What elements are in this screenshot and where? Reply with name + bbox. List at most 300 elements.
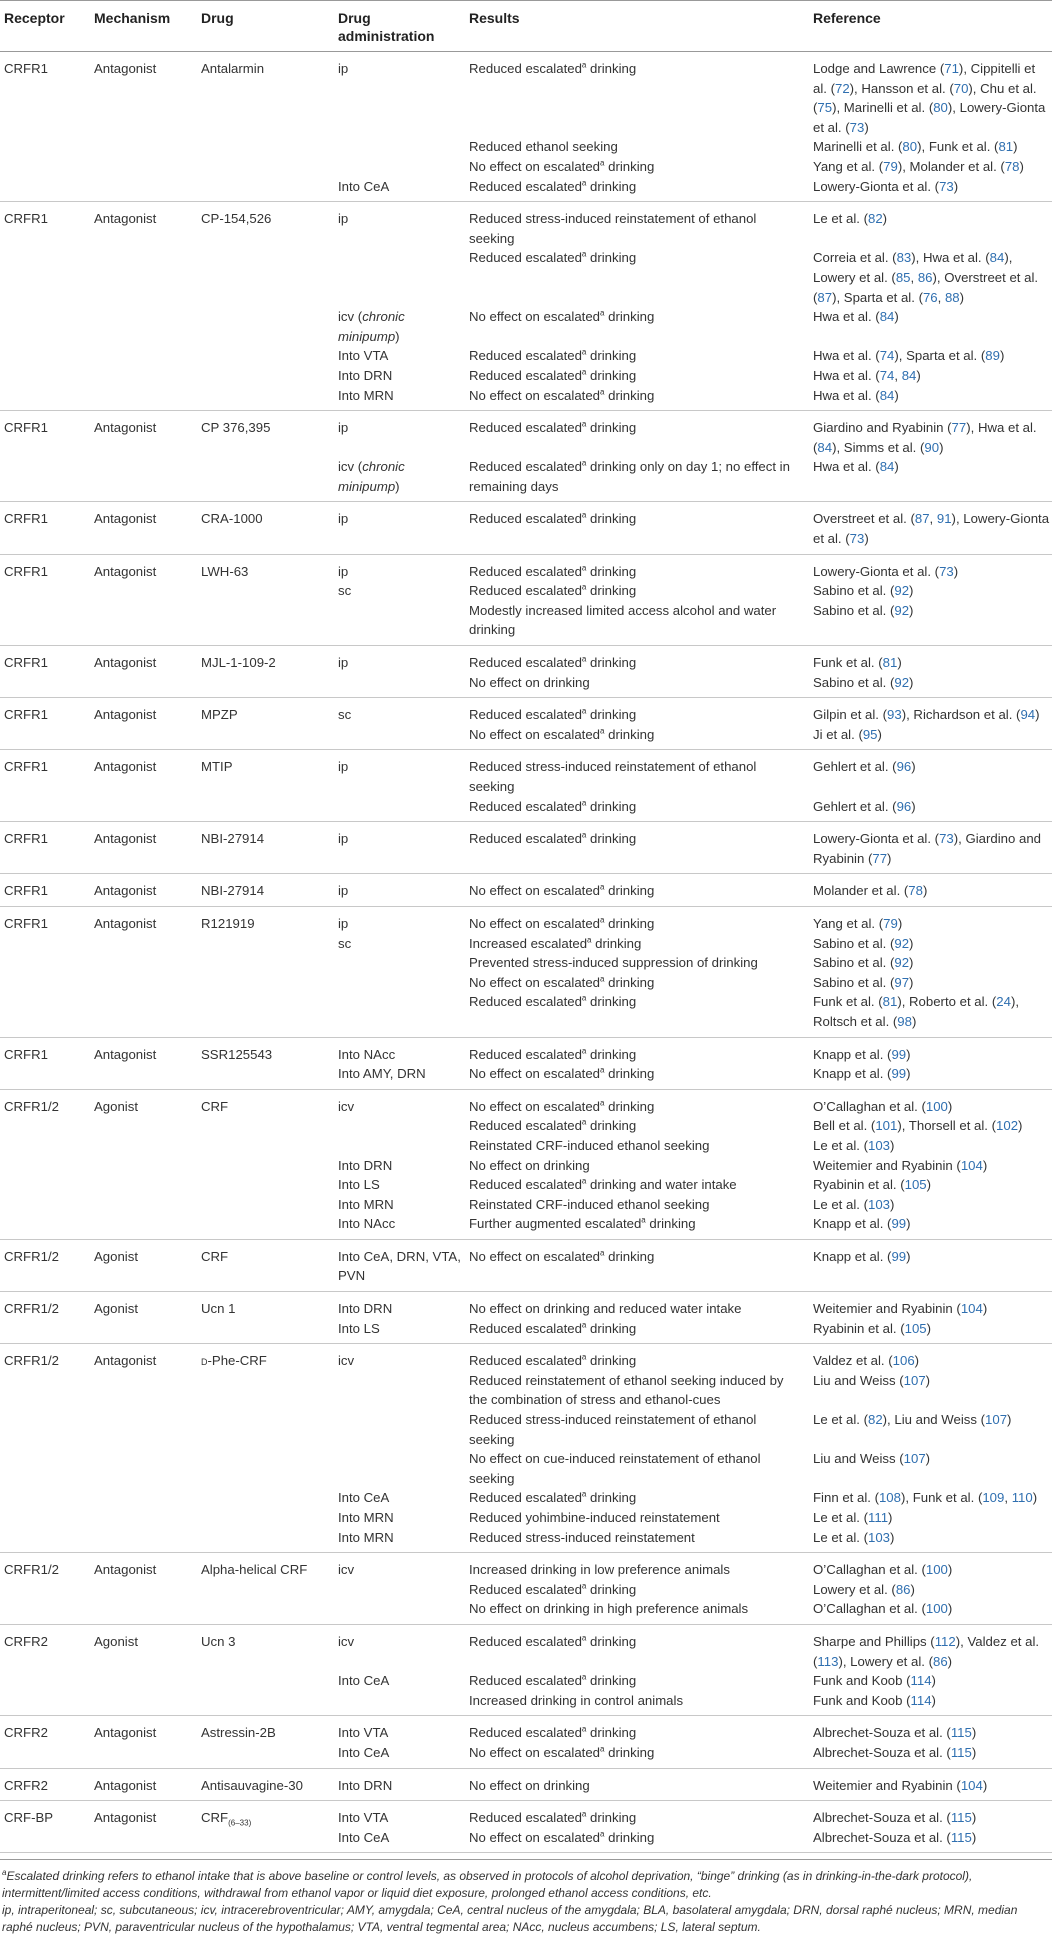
cell-mechanism xyxy=(90,1175,197,1195)
table-row xyxy=(0,822,1052,874)
table-row xyxy=(0,581,1052,601)
cell-reference: Weitemier and Ryabinin (104) xyxy=(813,1157,988,1173)
cell-mechanism: Antagonist xyxy=(94,1046,157,1062)
cell-receptor xyxy=(0,346,90,366)
cell-drug xyxy=(197,992,334,1037)
cell-receptor xyxy=(0,953,90,973)
cell-result: Reduced stress-induced reinstatement xyxy=(465,1528,809,1553)
cell-drug xyxy=(197,386,334,411)
cell-drug-administration: ip xyxy=(338,420,349,436)
table-row xyxy=(0,797,1052,822)
cell-drug xyxy=(197,1319,334,1344)
table-row xyxy=(0,137,1052,157)
cell-reference: Albrechet-Souza et al. (115) xyxy=(809,1743,1052,1768)
cell-result: Reduced escalated$^a$ drinking xyxy=(469,1352,637,1369)
cell-reference: Knapp et al. (99) xyxy=(809,1239,1052,1291)
cell-mechanism xyxy=(90,1580,197,1600)
cell-reference: Marinelli et al. (80), Funk et al. (81) xyxy=(813,139,1018,155)
table-row xyxy=(0,601,1052,646)
cell-reference: Lowery-Gionta et al. (73), Giardino and Ryabinin (77) xyxy=(809,822,1052,874)
cell-drug xyxy=(197,934,334,954)
cell-reference: Hwa et al. (84) xyxy=(809,386,1052,411)
cell-reference: Ji et al. (95) xyxy=(809,725,1052,750)
cell-drug: Alpha-helical CRF xyxy=(201,1562,308,1578)
cell-mechanism xyxy=(90,1671,197,1691)
cell-result: No effect on drinking xyxy=(469,1157,590,1173)
cell-mechanism xyxy=(90,1743,197,1768)
cell-mechanism xyxy=(90,1156,197,1176)
cell-mechanism xyxy=(90,1214,197,1239)
cell-mechanism: Antagonist xyxy=(94,1562,157,1578)
cell-receptor xyxy=(0,1156,90,1176)
table-row xyxy=(0,1553,1052,1580)
footnote-abbreviations: ip, intraperitoneal; sc, subcutaneous; icv, intracerebroventricular; AMY, amygdala; CeA, central nucleus of the amygdala; BLA, basolateral amygdala; DRN, dorsal raphé nucleus; MRN, median raphé nucleus; PVN, paraventricular nucleus of the hypothalamus; VTA, ventral tegmental area; NAcc, nucleus accumbens; LS, lateral septum. xyxy=(2,1903,1018,1935)
cell-reference: Sabino et al. (97) xyxy=(813,974,914,990)
cell-receptor xyxy=(0,1508,90,1528)
cell-reference: Gehlert et al. (96) xyxy=(809,797,1052,822)
cell-mechanism xyxy=(90,248,197,307)
cell-reference: Sabino et al. (92) xyxy=(813,955,914,971)
table-row xyxy=(0,1801,1052,1828)
cell-drug: CP-154,526 xyxy=(201,211,272,227)
cell-drug-administration xyxy=(334,1580,465,1600)
cell-result: No effect on drinking and reduced water intake xyxy=(469,1301,742,1317)
cell-drug-administration xyxy=(334,601,465,646)
cell-result: No effect on escalated$^a$ drinking xyxy=(465,1828,809,1853)
cell-drug-administration: Into CeA xyxy=(334,177,465,202)
cell-drug-administration xyxy=(334,797,465,822)
table-row xyxy=(0,1624,1052,1671)
cell-reference: Hwa et al. (84) xyxy=(809,457,1052,502)
cell-drug: CRF xyxy=(201,1098,229,1114)
cell-reference: Funk et al. (81) xyxy=(813,655,902,671)
cell-drug-administration: Into NAcc xyxy=(338,1046,396,1062)
cell-result: Increased drinking in control animals xyxy=(465,1691,809,1716)
cell-mechanism: Antagonist xyxy=(94,759,157,775)
cell-drug: Antisauvagine-30 xyxy=(197,1768,334,1801)
cell-reference: Knapp et al. (99) xyxy=(813,1046,911,1062)
cell-drug xyxy=(197,1214,334,1239)
cell-drug xyxy=(197,1828,334,1853)
cell-receptor xyxy=(0,1580,90,1600)
cell-mechanism: Antagonist xyxy=(94,655,157,671)
cell-mechanism: Antagonist xyxy=(94,211,157,227)
header-row xyxy=(0,1,1052,52)
cell-receptor xyxy=(0,797,90,822)
cell-drug-administration: Into DRN xyxy=(334,1768,465,1801)
cell-reference: Albrechet-Souza et al. (115) xyxy=(813,1810,977,1826)
cell-mechanism xyxy=(90,1449,197,1488)
cell-receptor: CRFR1/2 xyxy=(4,1353,59,1369)
cell-receptor xyxy=(0,307,90,346)
cell-result: No effect on escalated$^a$ drinking xyxy=(465,1239,809,1291)
cell-result: No effect on escalated$^a$ drinking xyxy=(469,308,655,325)
table-row xyxy=(0,1449,1052,1488)
cell-reference: Le et al. (82), Liu and Weiss (107) xyxy=(813,1412,1012,1428)
cell-result: Reduced escalated$^a$ drinking xyxy=(465,502,809,554)
cell-reference: Hwa et al. (74), Sparta et al. (89) xyxy=(813,348,1005,364)
cell-mechanism: Antagonist xyxy=(90,874,197,907)
cell-mechanism xyxy=(90,581,197,601)
cell-mechanism xyxy=(90,1691,197,1716)
cell-drug-administration: Into MRN xyxy=(338,1196,394,1212)
cell-drug-administration: Into MRN xyxy=(334,386,465,411)
cell-drug: CP 376,395 xyxy=(201,420,271,436)
cell-receptor xyxy=(0,973,90,993)
cell-reference: Gilpin et al. (93), Richardson et al. (94) xyxy=(813,707,1040,723)
table-row xyxy=(0,1691,1052,1716)
cell-drug xyxy=(197,177,334,202)
table-row xyxy=(0,1064,1052,1089)
cell-receptor xyxy=(0,1828,90,1853)
cell-mechanism: Agonist xyxy=(94,1633,138,1649)
cell-receptor xyxy=(0,1410,90,1449)
cell-result: Reduced escalated$^a$ drinking xyxy=(465,797,809,822)
cell-drug xyxy=(197,1508,334,1528)
cell-drug-administration xyxy=(334,1410,465,1449)
cell-mechanism xyxy=(90,1195,197,1215)
cell-receptor xyxy=(0,1691,90,1716)
cell-drug xyxy=(197,366,334,386)
cell-result: Modestly increased limited access alcohol and water drinking xyxy=(465,601,809,646)
cell-mechanism xyxy=(90,346,197,366)
cell-drug-administration: ip xyxy=(334,502,465,554)
cell-receptor: CRFR1/2 xyxy=(0,1239,90,1291)
cell-drug xyxy=(197,673,334,698)
cell-receptor: CRFR1 xyxy=(4,563,48,579)
table-row xyxy=(0,1156,1052,1176)
cell-drug xyxy=(197,1671,334,1691)
cell-drug xyxy=(197,1195,334,1215)
cell-drug-administration: sc xyxy=(338,707,352,723)
cell-reference: Yang et al. (79) xyxy=(813,915,903,931)
cell-reference: Lowery-Gionta et al. (73) xyxy=(809,177,1052,202)
cell-result: No effect on escalated$^a$ drinking xyxy=(469,1098,655,1114)
cell-receptor: CRFR1/2 xyxy=(4,1098,59,1114)
cell-drug-administration: ip xyxy=(334,874,465,907)
cell-receptor xyxy=(0,725,90,750)
cell-mechanism: Antagonist xyxy=(94,563,157,579)
cell-mechanism xyxy=(90,601,197,646)
table-row xyxy=(0,52,1052,138)
cell-receptor xyxy=(0,1371,90,1410)
cell-drug xyxy=(197,725,334,750)
table-row xyxy=(0,1716,1052,1743)
cell-drug xyxy=(197,1691,334,1716)
cell-drug: LWH-63 xyxy=(201,563,249,579)
table-row xyxy=(0,157,1052,177)
cell-reference: Liu and Weiss (107) xyxy=(813,1451,931,1467)
cell-reference: Overstreet et al. (87, 91), Lowery-Gionta et al. (73) xyxy=(809,502,1052,554)
cell-drug-administration xyxy=(334,725,465,750)
cell-receptor xyxy=(0,1195,90,1215)
cell-drug-administration: ip xyxy=(338,655,349,671)
cell-receptor xyxy=(0,157,90,177)
cell-receptor xyxy=(0,1116,90,1136)
cell-reference: Hwa et al. (74, 84) xyxy=(813,367,921,383)
table-row xyxy=(0,1037,1052,1064)
cell-receptor xyxy=(0,366,90,386)
cell-drug-administration: icv xyxy=(338,1098,355,1114)
table-row xyxy=(0,1319,1052,1344)
cell-drug xyxy=(197,137,334,157)
cell-result: Reduced escalated$^a$ drinking xyxy=(465,822,809,874)
table-row xyxy=(0,1214,1052,1239)
cell-receptor xyxy=(0,457,90,502)
cell-drug xyxy=(197,1580,334,1600)
cell-drug-administration: Into VTA xyxy=(338,348,389,364)
cell-drug-administration: Into VTA xyxy=(338,1810,389,1826)
cell-receptor: CRFR1 xyxy=(4,61,48,76)
cell-drug xyxy=(197,581,334,601)
cell-drug-administration xyxy=(334,248,465,307)
cell-result: Reduced escalated$^a$ drinking xyxy=(465,1319,809,1344)
cell-drug: MPZP xyxy=(201,707,238,723)
cell-drug-administration: ip xyxy=(338,759,349,775)
cell-drug: $CRF_{(6-33)}$ xyxy=(201,1810,252,1828)
cell-drug-administration: Into DRN xyxy=(338,367,393,383)
cell-drug-administration: ip xyxy=(334,822,465,874)
cell-drug-administration: Into CeA xyxy=(338,1490,390,1506)
cell-result: Reduced reinstatement of ethanol seeking induced by the combination of stress and ethanol-cues xyxy=(469,1372,784,1408)
cell-drug: NBI-27914 xyxy=(197,874,334,907)
cell-receptor xyxy=(0,1528,90,1553)
cell-mechanism xyxy=(90,973,197,993)
table-row xyxy=(0,1292,1052,1319)
cell-reference: Ryabinin et al. (105) xyxy=(813,1177,932,1193)
cell-drug-administration: Into CeA xyxy=(334,1743,465,1768)
cell-drug: SSR125543 xyxy=(201,1046,273,1062)
cell-result: No effect on escalated$^a$ drinking xyxy=(465,725,809,750)
table-row xyxy=(0,1371,1052,1410)
cell-result: Reduced escalated$^a$ drinking xyxy=(465,177,809,202)
cell-drug-administration xyxy=(334,1371,465,1410)
table-row xyxy=(0,646,1052,673)
cell-drug-administration: Into DRN xyxy=(338,1157,393,1173)
cell-drug-administration: ip xyxy=(338,563,349,579)
cell-mechanism: Agonist xyxy=(94,1301,138,1317)
cell-drug-administration: icv (chronic minipump) xyxy=(334,457,465,502)
cell-mechanism xyxy=(90,992,197,1037)
cell-drug xyxy=(197,1488,334,1508)
cell-result: Reduced escalated$^a$ drinking xyxy=(469,60,637,76)
cell-reference: Molander et al. (78) xyxy=(809,874,1052,907)
cell-mechanism: Antagonist xyxy=(94,420,157,436)
cell-drug-administration: Into MRN xyxy=(334,1528,465,1553)
table-row xyxy=(0,248,1052,307)
cell-drug xyxy=(197,1371,334,1410)
cell-receptor xyxy=(0,248,90,307)
cell-receptor: CRFR1 xyxy=(0,874,90,907)
cell-mechanism xyxy=(90,1116,197,1136)
cell-reference: Le et al. (103) xyxy=(809,1528,1052,1553)
cell-drug: R121919 xyxy=(201,915,255,931)
cell-result: No effect on escalated$^a$ drinking xyxy=(469,915,655,931)
cell-result: Reduced escalated$^a$ drinking xyxy=(469,1046,637,1062)
cell-result: No effect on cue-induced reinstatement of ethanol seeking xyxy=(469,1451,761,1486)
header-mechanism: Mechanism xyxy=(90,1,197,52)
cell-mechanism xyxy=(90,934,197,954)
cell-drug xyxy=(197,157,334,177)
cell-receptor xyxy=(0,1671,90,1691)
cell-mechanism xyxy=(90,1599,197,1624)
cell-drug-administration: ip xyxy=(338,61,349,76)
table-row xyxy=(0,906,1052,933)
cell-drug xyxy=(197,601,334,646)
cell-mechanism: Antagonist xyxy=(94,915,157,931)
cell-receptor: CRF-BP xyxy=(4,1810,54,1826)
cell-reference: Bell et al. (101), Thorsell et al. (102) xyxy=(813,1118,1023,1134)
cell-mechanism xyxy=(90,1371,197,1410)
cell-drug-administration: Into LS xyxy=(338,1177,380,1193)
cell-mechanism: Antagonist xyxy=(90,822,197,874)
cell-reference: Le et al. (111) xyxy=(813,1510,893,1525)
cell-drug xyxy=(197,346,334,366)
cell-reference: Sharpe and Phillips (112), Valdez et al. (113), Lowery et al. (86) xyxy=(813,1633,1040,1669)
cell-drug-administration xyxy=(334,1449,465,1488)
cell-result: Reduced escalated$^a$ drinking xyxy=(469,367,637,383)
cell-reference: O’Callaghan et al. (100) xyxy=(813,1562,953,1578)
cell-drug: MTIP xyxy=(201,759,233,775)
cell-drug: Ucn 3 xyxy=(201,1633,236,1649)
cell-result: No effect on escalated$^a$ drinking xyxy=(465,874,809,907)
cell-result: Reduced stress-induced reinstatement of ethanol seeking xyxy=(469,1412,757,1447)
cell-result: Reduced escalated$^a$ drinking only on day 1; no effect in remaining days xyxy=(465,457,809,502)
cell-reference: Knapp et al. (99) xyxy=(809,1214,1052,1239)
cell-result: Reduced escalated$^a$ drinking xyxy=(469,419,637,436)
header-drug-administration: Drug administration xyxy=(334,1,465,52)
cell-reference: Le et al. (103) xyxy=(813,1137,895,1153)
cell-result: No effect on drinking xyxy=(465,673,809,698)
cell-mechanism: Antagonist xyxy=(94,1810,157,1826)
table-row xyxy=(0,1195,1052,1215)
cell-mechanism xyxy=(90,1528,197,1553)
cell-mechanism: Antagonist xyxy=(90,502,197,554)
cell-drug: CRF xyxy=(197,1239,334,1291)
cell-reference: Albrechet-Souza et al. (115) xyxy=(813,1725,977,1741)
cell-drug xyxy=(197,1449,334,1488)
cell-reference: Funk and Koob (114) xyxy=(813,1673,936,1689)
cell-receptor: CRFR1/2 xyxy=(4,1562,59,1578)
table-row xyxy=(0,673,1052,698)
cell-result: No effect on escalated$^a$ drinking xyxy=(465,386,809,411)
table-row xyxy=(0,1743,1052,1768)
cell-receptor: CRFR2 xyxy=(4,1633,48,1649)
cell-drug: d-Phe-CRF xyxy=(201,1353,267,1369)
cell-reference: Valdez et al. (106) xyxy=(813,1353,920,1369)
cell-result: Reduced escalated$^a$ drinking xyxy=(469,1633,637,1649)
cell-reference: Lodge and Lawrence (71), Cippitelli et al. (72), Hansson et al. (70), Chu et al. (75), Marinelli et al. (80), Lowery-Gionta et al. (73) xyxy=(813,61,1046,135)
cell-drug-administration xyxy=(334,973,465,993)
cell-drug: NBI-27914 xyxy=(197,822,334,874)
cell-result: Reduced escalated$^a$ drinking xyxy=(469,1672,637,1689)
table-row xyxy=(0,1488,1052,1508)
table-row xyxy=(0,411,1052,458)
cell-drug-administration xyxy=(334,673,465,698)
cell-result: Reduced escalated$^a$ drinking xyxy=(469,1581,637,1597)
cell-receptor xyxy=(0,601,90,646)
header-drug: Drug xyxy=(197,1,334,52)
cell-receptor xyxy=(0,1064,90,1089)
cell-drug xyxy=(197,1156,334,1176)
cell-drug-administration: Into CeA, DRN, VTA, PVN xyxy=(334,1239,465,1291)
cell-mechanism xyxy=(90,1488,197,1508)
cell-drug-administration: icv xyxy=(338,1353,355,1369)
cell-drug xyxy=(197,973,334,993)
table-row xyxy=(0,386,1052,411)
cell-reference: Sabino et al. (92) xyxy=(809,601,1052,646)
cell-mechanism xyxy=(90,366,197,386)
cell-reference: Lowery et al. (86) xyxy=(813,1581,915,1597)
cell-mechanism xyxy=(90,673,197,698)
cell-mechanism: Antagonist xyxy=(94,1725,157,1741)
cell-receptor: CRFR1 xyxy=(4,759,48,775)
cell-reference: Knapp et al. (99) xyxy=(809,1064,1052,1089)
table-row xyxy=(0,874,1052,907)
cell-reference: Gehlert et al. (96) xyxy=(813,759,916,775)
cell-receptor xyxy=(0,1319,90,1344)
table-row xyxy=(0,1599,1052,1624)
cell-drug xyxy=(197,1410,334,1449)
table-header xyxy=(0,1,1052,52)
cell-receptor: CRFR2 xyxy=(4,1725,48,1741)
table-row xyxy=(0,1089,1052,1116)
table-row xyxy=(0,177,1052,202)
header-results: Results xyxy=(465,1,809,52)
cell-reference: Liu and Weiss (107) xyxy=(813,1372,931,1388)
table-row xyxy=(0,1828,1052,1853)
cell-receptor xyxy=(0,1743,90,1768)
cell-receptor xyxy=(0,992,90,1037)
cell-mechanism xyxy=(90,307,197,346)
cell-drug-administration xyxy=(334,157,465,177)
cell-reference: Finn et al. (108), Funk et al. (109, 110) xyxy=(813,1490,1038,1506)
cell-receptor: CRFR1 xyxy=(4,1046,48,1062)
cell-result: Reinstated CRF-induced ethanol seeking xyxy=(469,1137,710,1153)
cell-receptor xyxy=(0,177,90,202)
cell-reference: Sabino et al. (92) xyxy=(813,935,914,951)
cell-mechanism xyxy=(90,157,197,177)
table-row xyxy=(0,1239,1052,1291)
cell-drug-administration: sc xyxy=(338,935,352,951)
cell-receptor xyxy=(0,1599,90,1624)
footnote-escalated-drinking: $^a$Escalated drinking refers to ethanol intake that is above baseline or control levels, as observed in protocols of alcohol deprivation, “binge” drinking (as in drinking-in-the-dark protocol), intermittent/limited access conditions, withdrawal from ethanol vapor or liquid diet exposure, prolonged ethanol access conditions, etc. xyxy=(2,1868,973,1901)
table-row xyxy=(0,457,1052,502)
cell-result: Reduced escalated$^a$ drinking xyxy=(469,249,637,266)
cell-result: Prevented stress-induced suppression of drinking xyxy=(469,955,758,971)
cell-receptor xyxy=(0,137,90,157)
cell-drug-administration: ip xyxy=(338,915,349,931)
cell-drug-administration xyxy=(334,953,465,973)
cell-mechanism xyxy=(90,457,197,502)
cell-drug xyxy=(197,797,334,822)
cell-mechanism xyxy=(90,797,197,822)
cell-reference: Funk and Koob (114) xyxy=(809,1691,1052,1716)
cell-result: No effect on escalated$^a$ drinking xyxy=(469,158,655,174)
cell-result: Reduced escalated$^a$ drinking xyxy=(469,347,637,364)
cell-result: Further augmented escalated$^a$ drinking xyxy=(465,1214,809,1239)
cell-receptor: CRFR1 xyxy=(0,502,90,554)
cell-drug-administration xyxy=(334,992,465,1037)
cell-result: Reduced escalated$^a$ drinking and water intake xyxy=(469,1176,737,1193)
cell-result: No effect on escalated$^a$ drinking xyxy=(465,1064,809,1089)
cell-reference: Sabino et al. (92) xyxy=(813,583,914,599)
table-row xyxy=(0,1671,1052,1691)
cell-result: Reduced escalated$^a$ drinking xyxy=(469,654,637,671)
cell-result: Reinstated CRF-induced ethanol seeking xyxy=(469,1196,710,1212)
cell-receptor xyxy=(0,1175,90,1195)
cell-mechanism xyxy=(90,1136,197,1156)
